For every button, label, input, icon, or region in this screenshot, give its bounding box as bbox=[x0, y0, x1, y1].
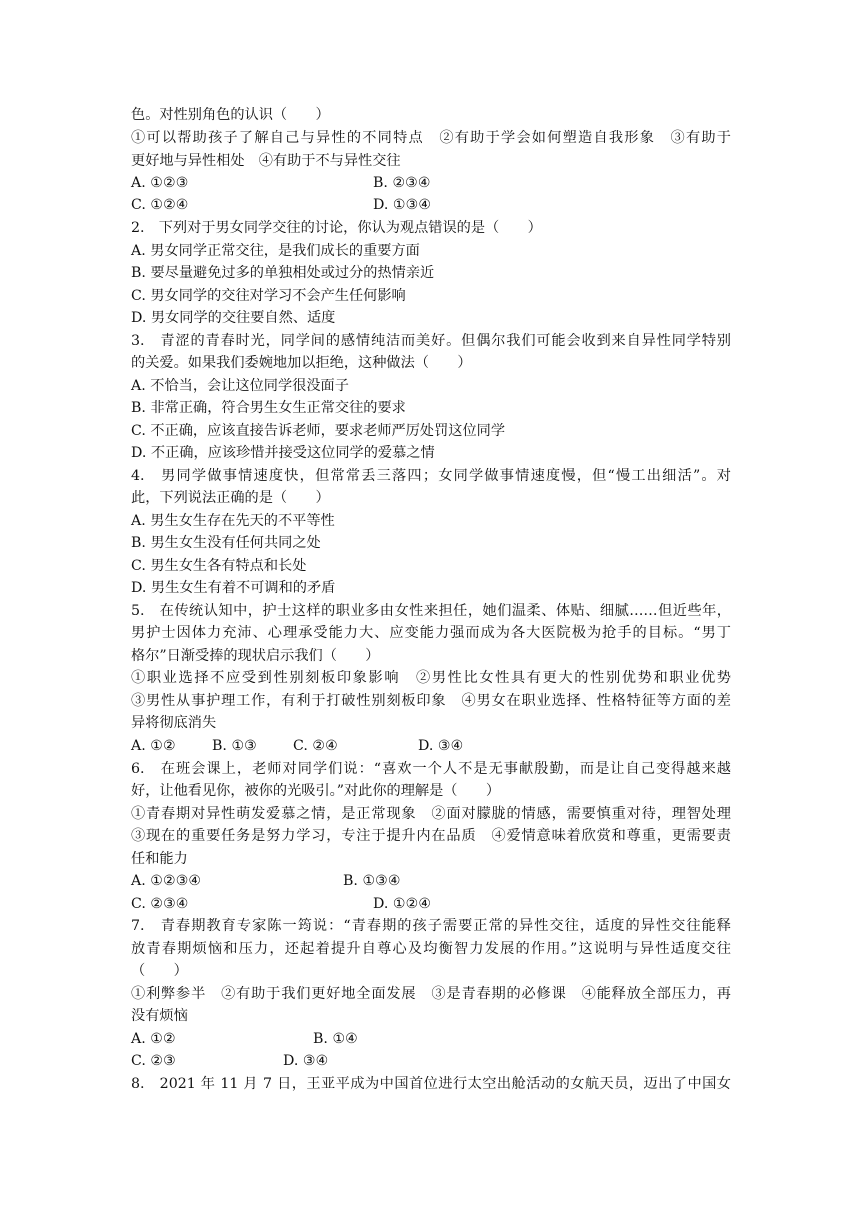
statement-line: 没有烦恼 bbox=[131, 1008, 188, 1024]
statement-line: ③现在的重要任务是努力学习，专注于提升内在品质 ④爱情意味着欣赏和尊重，更需要责 bbox=[131, 828, 731, 844]
question-stem: 的关爱。如果我们委婉地加以拒绝，这种做法（ ） bbox=[131, 355, 472, 371]
option-b: B. ①③④ bbox=[343, 873, 401, 889]
option-d: D. 男女同学的交往要自然、适度 bbox=[131, 310, 336, 326]
option-c: C. ②③ bbox=[131, 1053, 176, 1069]
option-a: A. 不恰当，会让这位同学很没面子 bbox=[131, 378, 349, 394]
option-c: C. ②④ bbox=[293, 738, 338, 754]
option-a: A. 男女同学正常交往，是我们成长的重要方面 bbox=[131, 243, 420, 259]
option-b: B. 要尽量避免过多的单独相处或过分的热情亲近 bbox=[131, 265, 435, 281]
option-d: D. ③④ bbox=[418, 738, 464, 754]
question-stem: 8. 2021 年 11 月 7 日，王亚平成为中国首位进行太空出舱活动的女航天员，迈出了中国女 bbox=[131, 1076, 731, 1092]
question-stem: 放青春期烦恼和压力，还起着提升自尊心及均衡智力发展的作用。”这说明与异性适度交往 bbox=[131, 941, 731, 957]
option-d: D. 不正确，应该珍惜并接受这位同学的爱慕之情 bbox=[131, 445, 435, 461]
question-stem: 好，让他看见你，被你的光吸引。”对此你的理解是（ ） bbox=[131, 783, 501, 799]
question-stem: 4. 男同学做事情速度快，但常常丢三落四；女同学做事情速度慢，但“慢工出细活”。对 bbox=[131, 468, 731, 484]
option-c: C. 男生女生各有特点和长处 bbox=[131, 558, 307, 574]
option-a: A. 男生女生存在先天的不平等性 bbox=[131, 513, 335, 529]
statement-line: ①利弊参半 ②有助于我们更好地全面发展 ③是青春期的必修课 ④能释放全部压力，再 bbox=[131, 986, 731, 1002]
option-c: C. ②③④ bbox=[131, 896, 189, 912]
question-stem: 2. 下列对于男女同学交往的讨论，你认为观点错误的是（ ） bbox=[131, 220, 542, 236]
question-stem: 格尔”日渐受捧的现状启示我们（ ） bbox=[131, 648, 380, 664]
option-a: A. ①②③④ bbox=[131, 873, 202, 889]
option-d: D. ①②④ bbox=[373, 896, 432, 912]
question-stem: 6. 在班会课上，老师对同学们说：“喜欢一个人不是无事献殷勤，而是让自己变得越来越 bbox=[131, 761, 731, 777]
text-line: ①可以帮助孩子了解自己与异性的不同特点 ②有助于学会如何塑造自我形象 ③有助于 bbox=[131, 130, 731, 146]
option-d: D. ①③④ bbox=[373, 197, 432, 213]
option-d: D. ③④ bbox=[283, 1053, 329, 1069]
question-stem: （ ） bbox=[131, 963, 188, 979]
question-stem: 此，下列说法正确的是（ ） bbox=[131, 490, 330, 506]
question-stem: 男护士因体力充沛、心理承受能力大、应变能力强而成为各大医院极为抢手的目标。“男丁 bbox=[131, 625, 731, 641]
option-b: B. 男生女生没有任何共同之处 bbox=[131, 535, 321, 551]
option-b: B. 非常正确，符合男生女生正常交往的要求 bbox=[131, 400, 406, 416]
text-line: 更好地与异性相处 ④有助于不与异性交往 bbox=[131, 153, 401, 169]
statement-line: 异将彻底消失 bbox=[131, 715, 217, 731]
statement-line: ①青春期对异性萌发爱慕之情，是正常现象 ②面对朦胧的情感，需要慎重对待，理智处理 bbox=[131, 806, 731, 822]
option-a: A. ①② bbox=[131, 738, 176, 754]
option-c: C. 不正确，应该直接告诉老师，要求老师严厉处罚这位同学 bbox=[131, 423, 506, 439]
option-d: D. 男生女生有着不可调和的矛盾 bbox=[131, 580, 336, 596]
text-line: 色。对性别角色的认识（ ） bbox=[131, 107, 330, 123]
option-b: B. ①④ bbox=[313, 1031, 358, 1047]
option-a: A. ①②③ bbox=[131, 175, 189, 191]
option-a: A. ①② bbox=[131, 1031, 176, 1047]
question-stem: 3. 青涩的青春时光，同学间的感情纯洁而美好。但偶尔我们可能会收到来自异性同学特别 bbox=[131, 333, 731, 349]
option-b: B. ②③④ bbox=[373, 175, 431, 191]
statement-line: 任和能力 bbox=[131, 851, 188, 867]
statement-line: ①职业选择不应受到性别刻板印象影响 ②男性比女性具有更大的性别优势和职业优势 bbox=[131, 670, 731, 686]
statement-line: ③男性从事护理工作，有利于打破性别刻板印象 ④男女在职业选择、性格特征等方面的差 bbox=[131, 693, 731, 709]
question-stem: 5. 在传统认知中，护士这样的职业多由女性来担任，她们温柔、体贴、细腻……但近些年， bbox=[131, 603, 731, 619]
option-c: C. ①②④ bbox=[131, 197, 189, 213]
question-stem: 7. 青春期教育专家陈一筠说：“青春期的孩子需要正常的异性交往，适度的异性交往能释 bbox=[131, 918, 731, 934]
option-c: C. 男女同学的交往对学习不会产生任何影响 bbox=[131, 288, 406, 304]
option-b: B. ①③ bbox=[212, 738, 257, 754]
